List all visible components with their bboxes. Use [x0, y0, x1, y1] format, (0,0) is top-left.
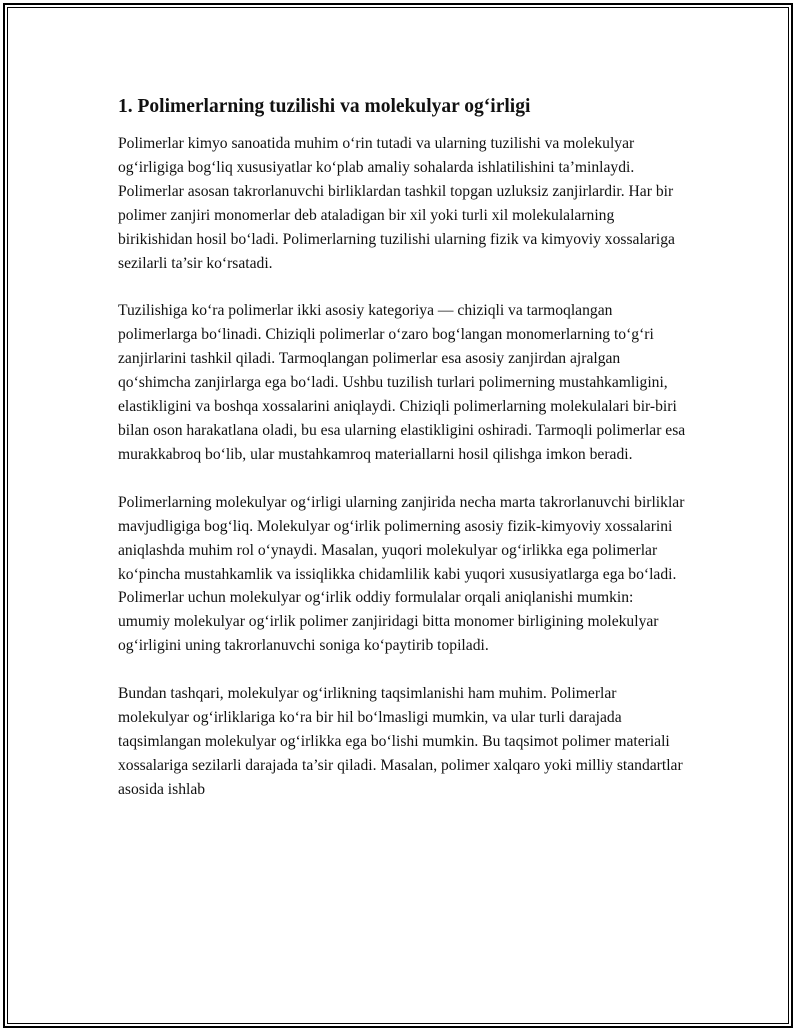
document-body — [118, 93, 688, 826]
paragraph-4: Bundan tashqari, molekulyar og‘irlikning taqsimlanishi ham muhim. Polimerlar molekulyar og‘irliklariga ko‘ra bir hil bo‘lmasligi mumkin, va ular turli darajada taqsimlangan molekulyar og‘irlikka ega bo‘lishi mumkin. Bu taqsimot polimer materiali xossalariga sezilarli darajada ta’sir qiladi. Masalan, polimer xalqaro yoki milliy standartlar asosida ishlab — [118, 685, 683, 798]
paragraph-2: Tuzilishiga ko‘ra polimerlar ikki asosiy kategoriya — chiziqli va tarmoqlangan polimerlarga bo‘linadi. Chiziqli polimerlar o‘zaro bog‘langan monomerlarning to‘g‘ri zanjirlarini tashkil qiladi. Tarmoqlangan polimerlar esa asosiy zanjirdan ajralgan qo‘shimcha zanjirlarga ega bo‘ladi. Ushbu tuzilish turlari polimerning mustahkamligini, elastikligini va boshqa xossalarini aniqlaydi. Chiziqli polimerlarning molekulalari bir-biri bilan oson harakatlana oladi, bu esa ularning elastikligini oshiradi. Tarmoqli polimerlar esa murakkabroq bo‘lib, ular mustahkamroq materiallarni hosil qilishga imkon beradi. — [118, 302, 686, 463]
paragraph-3: Polimerlarning molekulyar og‘irligi ularning zanjirida necha marta takrorlanuvchi birliklar mavjudligiga bog‘liq. Molekulyar og‘irlik polimerning asosiy fizik-kimyoviy xossalarini aniqlashda muhim rol o‘ynaydi. Masalan, yuqori molekulyar og‘irlikka ega polimerlar ko‘pincha mustahkamlik va issiqlikka chidamlilik kabi yuqori xususiyatlarga ega bo‘ladi. Polimerlar uchun molekulyar og‘irlik oddiy formulalar orqali aniqlanishi mumkin: umumiy molekulyar og‘irlik polimer zanjiridagi bitta monomer birligining molekulyar og‘irligini uning takrorlanuvchi soniga ko‘paytirib topiladi. — [118, 493, 685, 655]
paragraph-1: Polimerlar kimyo sanoatida muhim o‘rin tutadi va ularning tuzilishi va molekulyar og‘irligiga bog‘liq xususiyatlar ko‘plab amaliy sohalarda ishlatilishini ta’minlaydi. Polimerlar asosan takrorlanuvchi birliklardan tashkil topgan uzluksiz zanjirlardir. Har bir polimer zanjiri monomerlar deb ataladigan bir xil yoki turli xil molekulalarning birikishidan hosil bo‘ladi. Polimerlarning tuzilishi ularning fizik va kimyoviy xossalariga sezilarli ta’sir ko‘rsatadi. — [118, 135, 675, 272]
section-heading: 1. Polimerlarning tuzilishi va molekulyar og‘irligi — [118, 96, 531, 117]
